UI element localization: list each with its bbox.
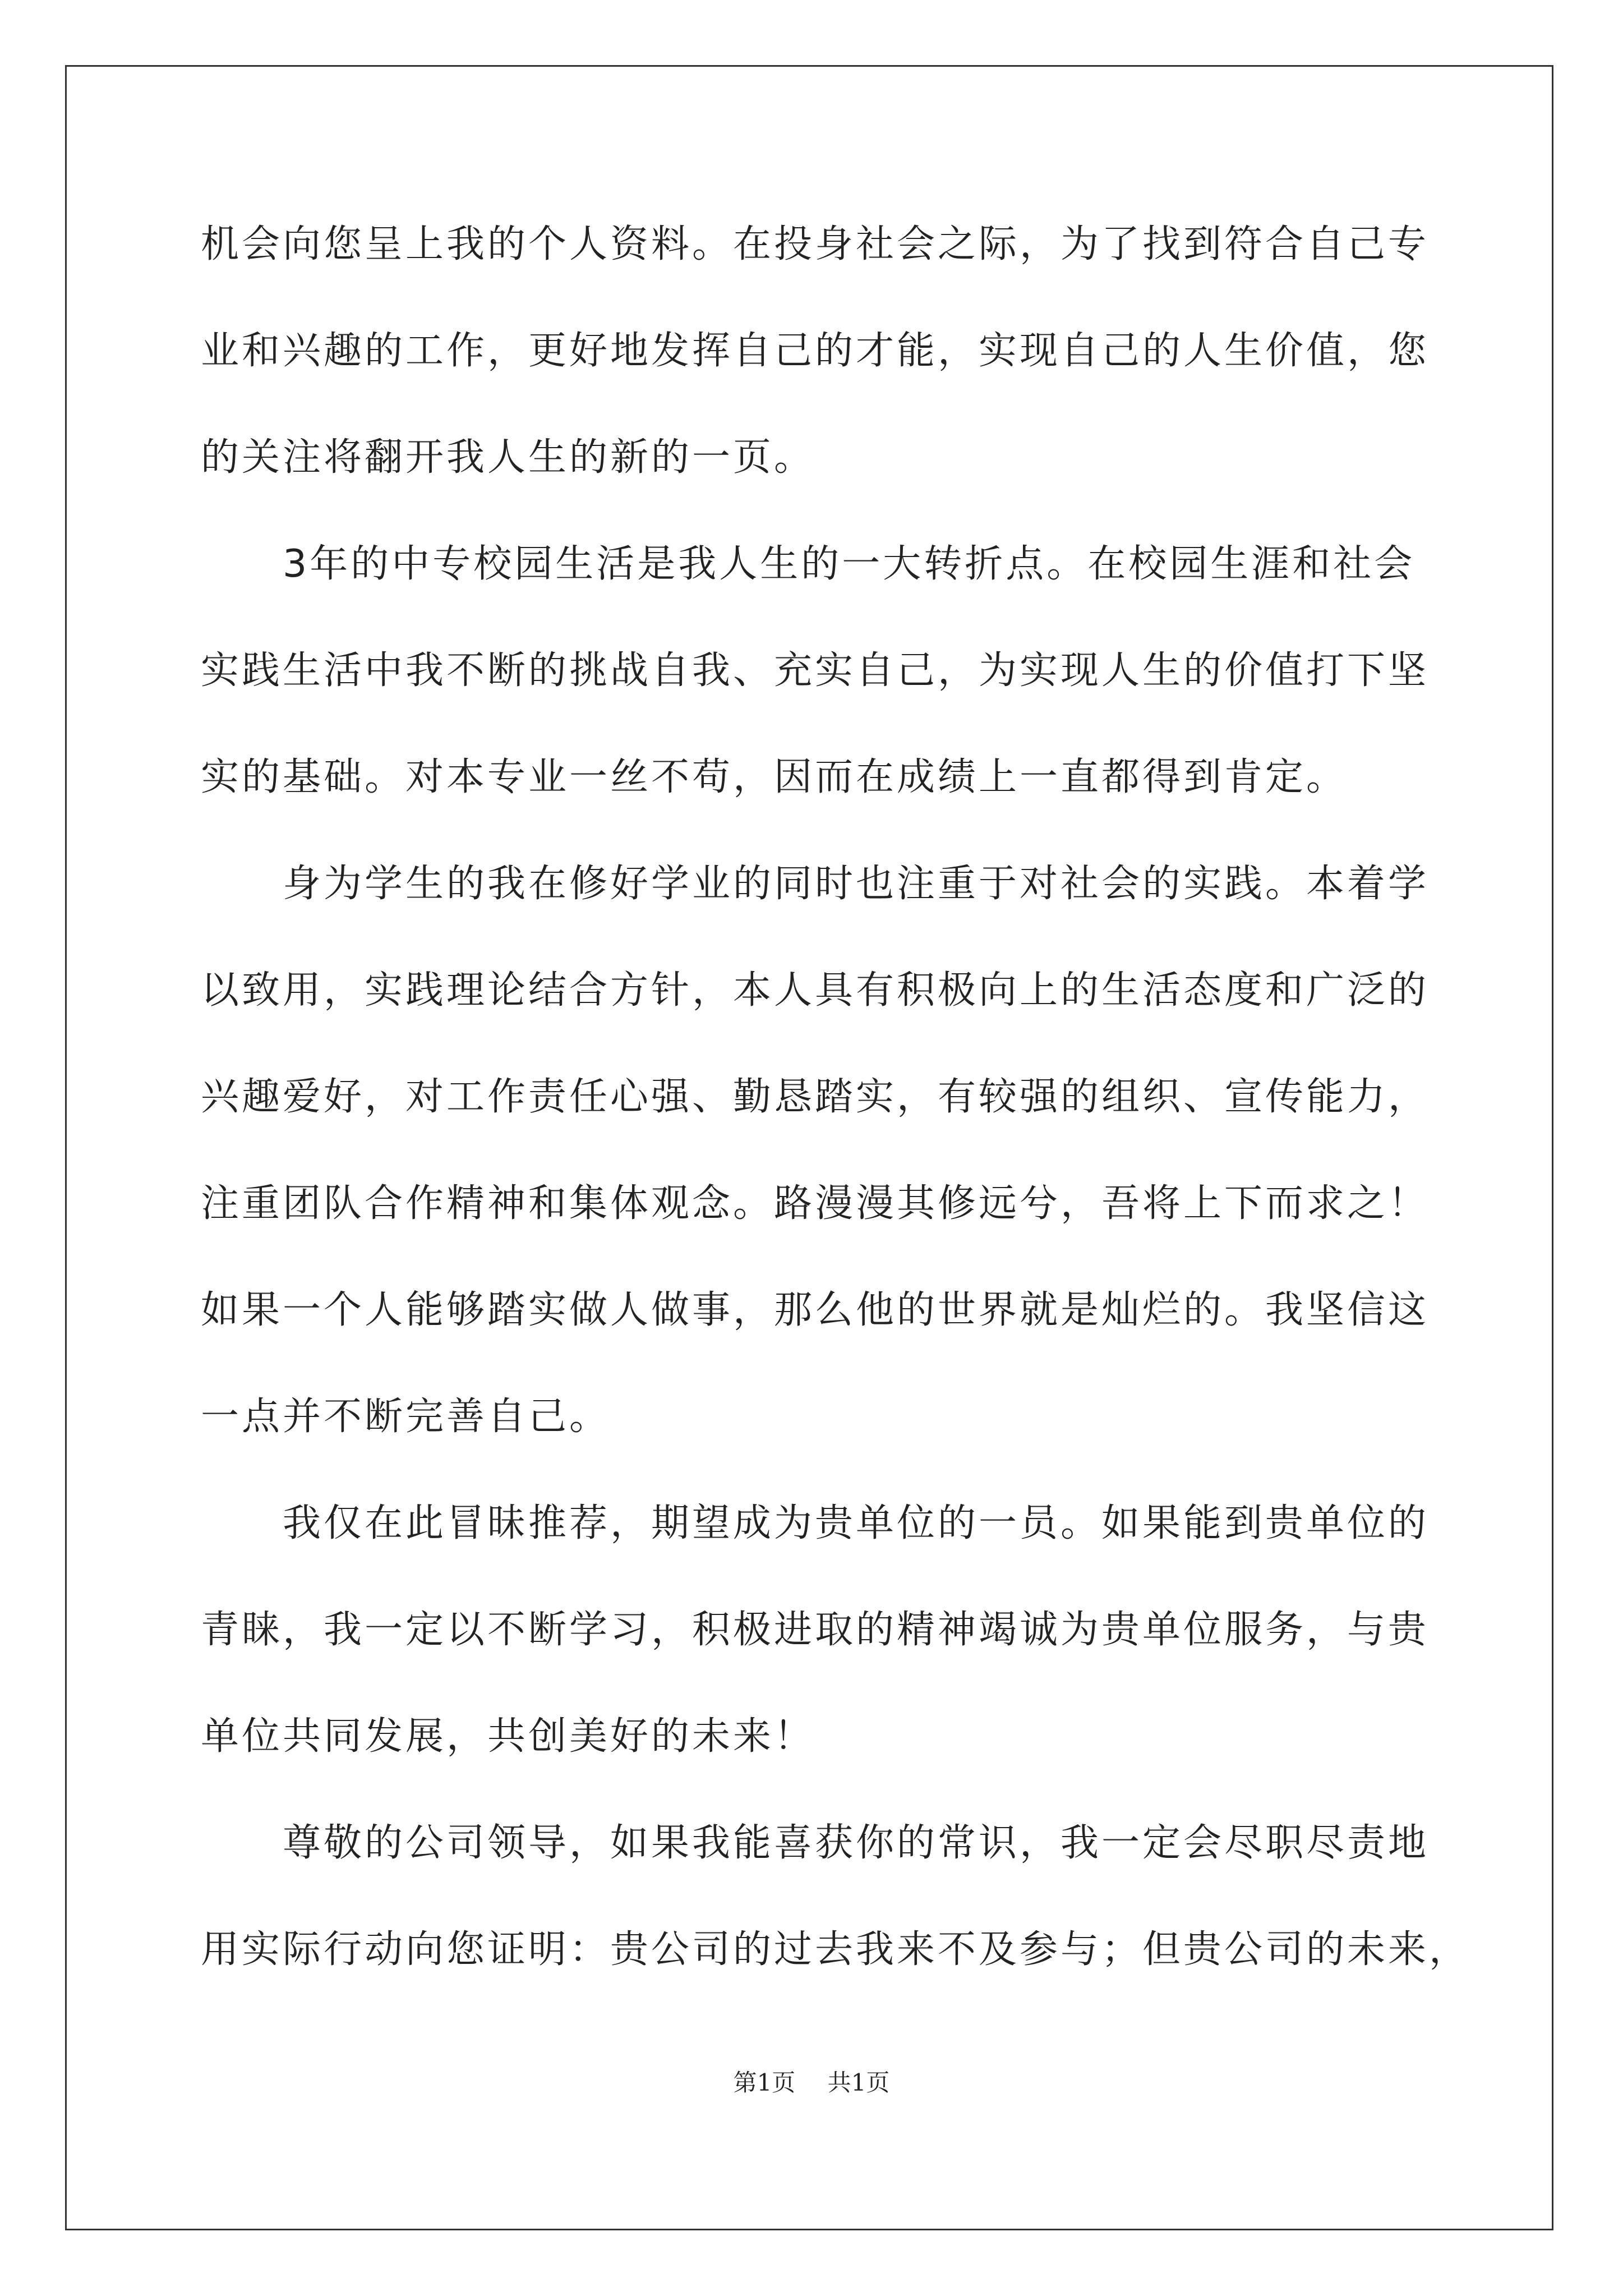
text-line: 实践生活中我不断的挑战自我、充实自己，为实现人生的价值打下坚 — [201, 648, 1430, 693]
text-line: 以致用，实践理论结合方针，本人具有积极向上的生活态度和广泛的 — [201, 968, 1430, 1013]
text-line: 用实际行动向您证明：贵公司的过去我来不及参与；但贵公司的未来， — [201, 1927, 1470, 1972]
page-border — [65, 65, 1553, 2230]
text-line: 实的基础。对本专业一丝不苟，因而在成绩上一直都得到肯定。 — [201, 755, 1348, 799]
text-line: 3年的中专校园生活是我人生的一大转折点。在校园生涯和社会 — [201, 542, 1415, 586]
text-line: 机会向您呈上我的个人资料。在投身社会之际，为了找到符合自己专 — [201, 222, 1430, 266]
text-line: 单位共同发展，共创美好的未来！ — [201, 1714, 815, 1759]
page-number-total: 共1页 — [827, 2069, 890, 2096]
text-line: 尊敬的公司领导，如果我能喜获你的常识，我一定会尽职尽责地 — [201, 1821, 1430, 1865]
text-line: 如果一个人能够踏实做人做事，那么他的世界就是灿烂的。我坚信这 — [201, 1288, 1430, 1332]
text-line: 一点并不断完善自己。 — [201, 1395, 611, 1439]
text-line: 我仅在此冒昧推荐，期望成为贵单位的一员。如果能到贵单位的 — [201, 1501, 1430, 1545]
page-footer — [0, 2064, 1623, 2098]
text-line: 身为学生的我在修好学业的同时也注重于对社会的实践。本着学 — [201, 862, 1430, 906]
text-line: 兴趣爱好，对工作责任心强、勤恳踏实，有较强的组织、宣传能力， — [201, 1075, 1430, 1119]
page-number-current: 第1页 — [733, 2069, 796, 2096]
text-line: 青睐，我一定以不断学习，积极进取的精神竭诚为贵单位服务，与贵 — [201, 1608, 1430, 1652]
text-line: 的关注将翻开我人生的新的一页。 — [201, 435, 815, 480]
text-line: 业和兴趣的工作，更好地发挥自己的才能，实现自己的人生价值，您 — [201, 329, 1430, 373]
text-line: 注重团队合作精神和集体观念。路漫漫其修远兮，吾将上下而求之！ — [201, 1181, 1430, 1226]
